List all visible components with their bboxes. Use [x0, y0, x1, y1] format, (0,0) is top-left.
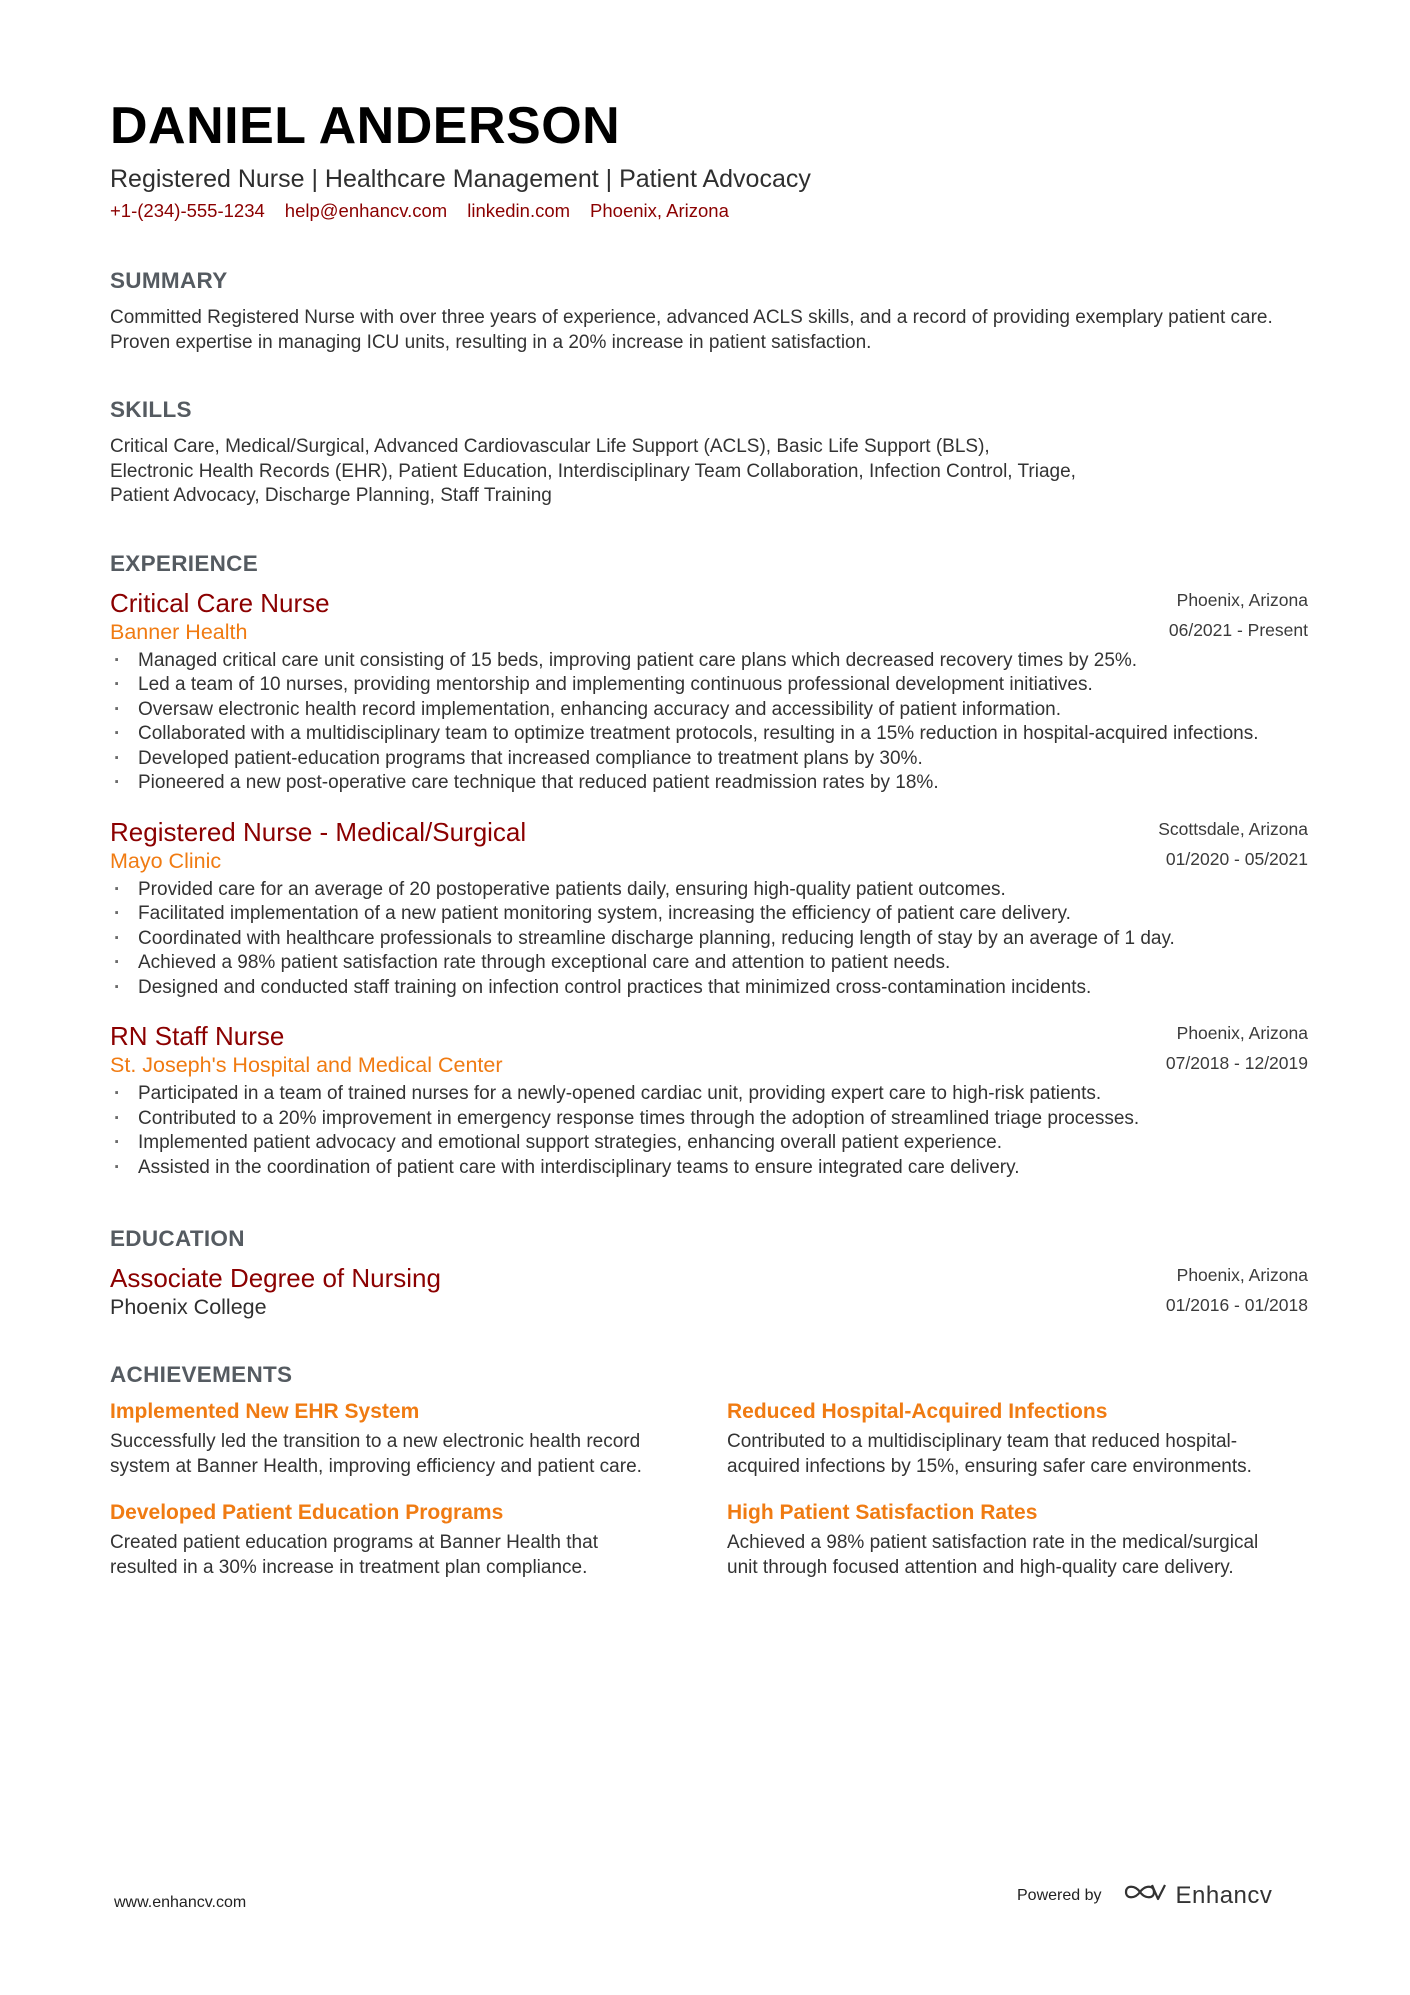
achievements-section	[110, 1360, 1310, 1580]
job-bullet: · Achieved a 98% patient satisfaction rate through exceptional care and attention to patient needs.	[110, 951, 1308, 976]
job-header	[110, 816, 1308, 874]
skills-line: Electronic Health Records (EHR), Patient Education, Interdisciplinary Team Collaboration, Infection Control, Triage,	[110, 460, 1076, 482]
job-bullets	[110, 649, 1308, 796]
contact-phone: +1-(234)-555-1234	[110, 200, 265, 221]
candidate-name: DANIEL ANDERSON	[110, 97, 621, 155]
candidate-headline: Registered Nurse | Healthcare Management | Patient Advocacy	[110, 165, 811, 193]
education-heading: EDUCATION	[110, 1226, 245, 1251]
achievement-description: Achieved a 98% patient satisfaction rate in the medical/surgical unit through focused attention and high-quality care delivery.	[727, 1532, 1259, 1578]
achievement-description: Contributed to a multidisciplinary team that reduced hospital-acquired infections by 15%, ensuring safer care environments.	[727, 1431, 1252, 1477]
job-entry	[110, 1020, 1308, 1180]
summary-text: Committed Registered Nurse with over three years of experience, advanced ACLS skills, and a record of providing exemplary patient care. Proven expertise in managing ICU units, resulting in a 20% increase in patient satisfaction.	[110, 307, 1273, 353]
job-dates: 06/2021 - Present	[1168, 619, 1308, 640]
achievement-item	[110, 1398, 727, 1479]
education-dates: 01/2016 - 01/2018	[1165, 1295, 1308, 1315]
job-bullet: · Implemented patient advocacy and emotional support strategies, enhancing overall patient experience.	[110, 1131, 1308, 1156]
job-location: Phoenix, Arizona	[1176, 589, 1308, 610]
job-header	[110, 587, 1308, 645]
job-bullet: · Contributed to a 20% improvement in emergency response times through the adoption of streamlined triage processes.	[110, 1107, 1308, 1132]
skills-list	[110, 435, 1310, 509]
summary-heading: SUMMARY	[110, 268, 228, 293]
powered-by-label: Powered by	[1017, 1886, 1102, 1904]
achievement-item	[110, 1499, 727, 1580]
job-header	[110, 1020, 1308, 1078]
resume-header	[110, 96, 1310, 224]
job-dates: 01/2020 - 05/2021	[1165, 848, 1308, 869]
job-company: Banner Health	[110, 619, 248, 644]
education-school: Phoenix College	[110, 1295, 267, 1319]
job-bullet: · Pioneered a new post-operative care technique that reduced patient readmission rates by 18%.	[110, 771, 1308, 796]
job-bullet: · Participated in a team of trained nurses for a newly-opened cardiac unit, providing expert care to high-risk patients.	[110, 1082, 1308, 1107]
enhancv-logo-icon	[1122, 1880, 1168, 1911]
achievements-grid	[110, 1398, 1310, 1580]
footer-website[interactable]: www.enhancv.com	[114, 1894, 247, 1911]
summary-section	[110, 266, 1310, 355]
achievement-description: Successfully led the transition to a new electronic health record system at Banner Health, improving efficiency and patient care.	[110, 1431, 642, 1477]
education-degree: Associate Degree of Nursing	[110, 1263, 441, 1293]
education-header	[110, 1262, 1308, 1320]
education-entry	[110, 1262, 1308, 1320]
job-company: Mayo Clinic	[110, 848, 222, 873]
contact-email: help@enhancv.com	[284, 200, 448, 221]
job-bullet: · Coordinated with healthcare professionals to streamline discharge planning, reducing length of stay by an average of 1 day.	[110, 927, 1308, 952]
achievements-heading: ACHIEVEMENTS	[110, 1362, 293, 1387]
job-bullet: · Assisted in the coordination of patient care with interdisciplinary teams to ensure integrated care delivery.	[110, 1156, 1308, 1181]
job-bullet: · Led a team of 10 nurses, providing mentorship and implementing continuous professional development initiatives.	[110, 673, 1308, 698]
job-title: Critical Care Nurse	[110, 587, 330, 618]
achievement-title: Implemented New EHR System	[110, 1400, 420, 1423]
job-title: Registered Nurse - Medical/Surgical	[110, 816, 527, 847]
achievement-title: Reduced Hospital-Acquired Infections	[727, 1400, 1108, 1423]
job-bullet: · Provided care for an average of 20 postoperative patients daily, ensuring high-quality patient outcomes.	[110, 878, 1308, 903]
job-bullet: · Managed critical care unit consisting of 15 beds, improving patient care plans which decreased recovery times by 25%.	[110, 649, 1308, 674]
job-dates: 07/2018 - 12/2019	[1165, 1053, 1308, 1073]
job-bullet: · Collaborated with a multidisciplinary team to optimize treatment protocols, resulting in a 15% reduction in hospital-acquired infections.	[110, 722, 1308, 747]
achievement-item	[727, 1398, 1307, 1479]
contact-info	[110, 198, 1310, 224]
brand-logo[interactable]	[1122, 1880, 1273, 1911]
job-entry	[110, 816, 1308, 1001]
resume-page	[110, 96, 1310, 1580]
job-company: St. Joseph's Hospital and Medical Center	[110, 1053, 503, 1077]
skills-heading: SKILLS	[110, 397, 192, 422]
education-location: Phoenix, Arizona	[1176, 1265, 1308, 1285]
job-bullet: · Oversaw electronic health record implementation, enhancing accuracy and accessibility of patient information.	[110, 698, 1308, 723]
skills-section	[110, 395, 1310, 509]
job-entry	[110, 587, 1308, 796]
job-bullet: · Developed patient-education programs that increased compliance to treatment plans by 30%.	[110, 747, 1308, 772]
experience-heading: EXPERIENCE	[110, 550, 259, 576]
job-bullets	[110, 1082, 1308, 1180]
experience-section	[110, 549, 1310, 1181]
skills-line: Patient Advocacy, Discharge Planning, Staff Training	[110, 485, 552, 506]
achievement-title: Developed Patient Education Programs	[110, 1501, 504, 1524]
job-bullets	[110, 878, 1308, 1001]
footer-branding	[1017, 1880, 1272, 1911]
education-section	[110, 1224, 1310, 1320]
job-title: RN Staff Nurse	[110, 1021, 285, 1051]
brand-name: Enhancv	[1175, 1881, 1273, 1909]
contact-location: Phoenix, Arizona	[590, 200, 729, 221]
achievement-description: Created patient education programs at Banner Health that resulted in a 30% increase in treatment plan compliance.	[110, 1532, 598, 1578]
job-bullet: · Facilitated implementation of a new patient monitoring system, increasing the efficiency of patient care delivery.	[110, 902, 1308, 927]
job-location: Scottsdale, Arizona	[1158, 818, 1308, 839]
job-bullet: · Designed and conducted staff training on infection control practices that minimized cross-contamination incidents.	[110, 976, 1308, 1001]
achievement-item	[727, 1499, 1307, 1580]
job-location: Phoenix, Arizona	[1176, 1023, 1308, 1043]
skills-line: Critical Care, Medical/Surgical, Advanced Cardiovascular Life Support (ACLS), Basic Life Support (BLS),	[110, 436, 990, 457]
achievement-title: High Patient Satisfaction Rates	[727, 1501, 1038, 1524]
contact-linkedin: linkedin.com	[467, 200, 571, 221]
